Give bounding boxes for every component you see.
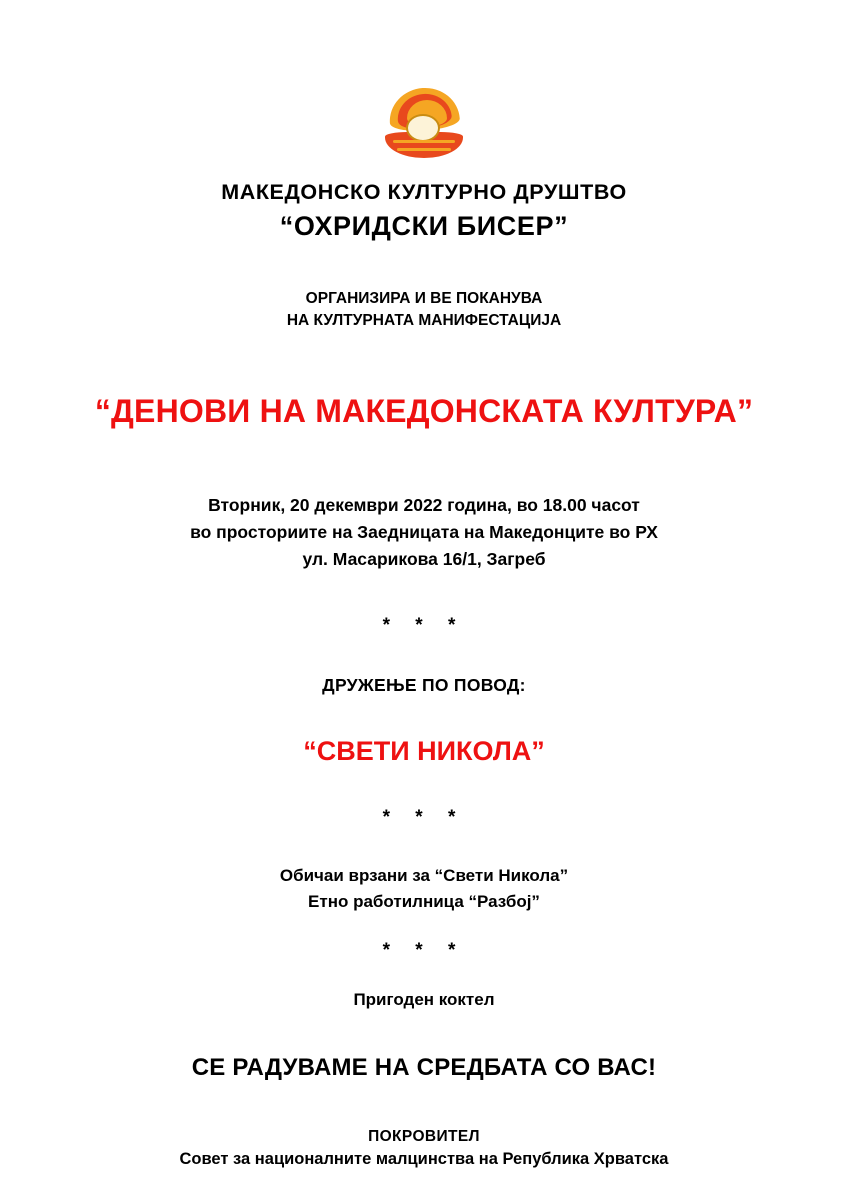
- oyster-shell-pearl-icon: [379, 88, 469, 160]
- event-details: [0, 492, 848, 573]
- shell-ridge-line-2-icon: [397, 148, 451, 151]
- program-item-customs: Обичаи врзани за “Свети Никола”: [279, 866, 569, 886]
- divider-stars-2: * * *: [382, 807, 466, 829]
- organization-name-line1: МАКЕДОНСКО КУЛТУРНО ДРУШТВО: [221, 180, 627, 204]
- divider-stars-1: * * *: [382, 615, 466, 637]
- program-list: [0, 863, 848, 914]
- patron-name: Совет за националните малцинства на Република Хрватска: [179, 1150, 669, 1169]
- program-item-workshop: Етно работилница “Разбој”: [308, 891, 540, 911]
- event-address: ул. Масарикова 16/1, Загреб: [302, 549, 546, 570]
- invitation-text: [0, 288, 848, 333]
- event-datetime: Вторник, 20 декември 2022 година, во 18.00 часот: [208, 494, 640, 515]
- pearl-icon: [406, 114, 440, 142]
- event-venue: во просториите на Заедницата на Македонците во РХ: [190, 522, 658, 543]
- invitation-line1: ОРГАНИЗИРА И ВЕ ПОКАНУВА: [305, 290, 543, 307]
- patron-label: ПОКРОВИТЕЛ: [368, 1128, 480, 1146]
- invitation-line2: НА КУЛТУРНАТА МАНИФЕСТАЦИЈА: [286, 312, 562, 330]
- organization-title: [0, 180, 848, 242]
- logo-container: [0, 0, 848, 160]
- event-headline: “ДЕНОВИ НА МАКЕДОНСКАТА КУЛТУРА”: [94, 392, 754, 429]
- divider-stars-3: * * *: [382, 940, 466, 962]
- gathering-label: ДРУЖЕЊЕ ПО ПОВОД:: [322, 675, 526, 696]
- closing-message: СЕ РАДУВАМЕ НА СРЕДБАТА СО ВАС!: [191, 1054, 657, 1082]
- organization-name-line2: “ОХРИДСКИ БИСЕР”: [279, 211, 569, 241]
- shell-ridge-line-1-icon: [393, 140, 455, 143]
- saint-title: “СВЕТИ НИКОЛА”: [303, 736, 545, 767]
- program-item-cocktail: Пригоден коктел: [353, 990, 495, 1010]
